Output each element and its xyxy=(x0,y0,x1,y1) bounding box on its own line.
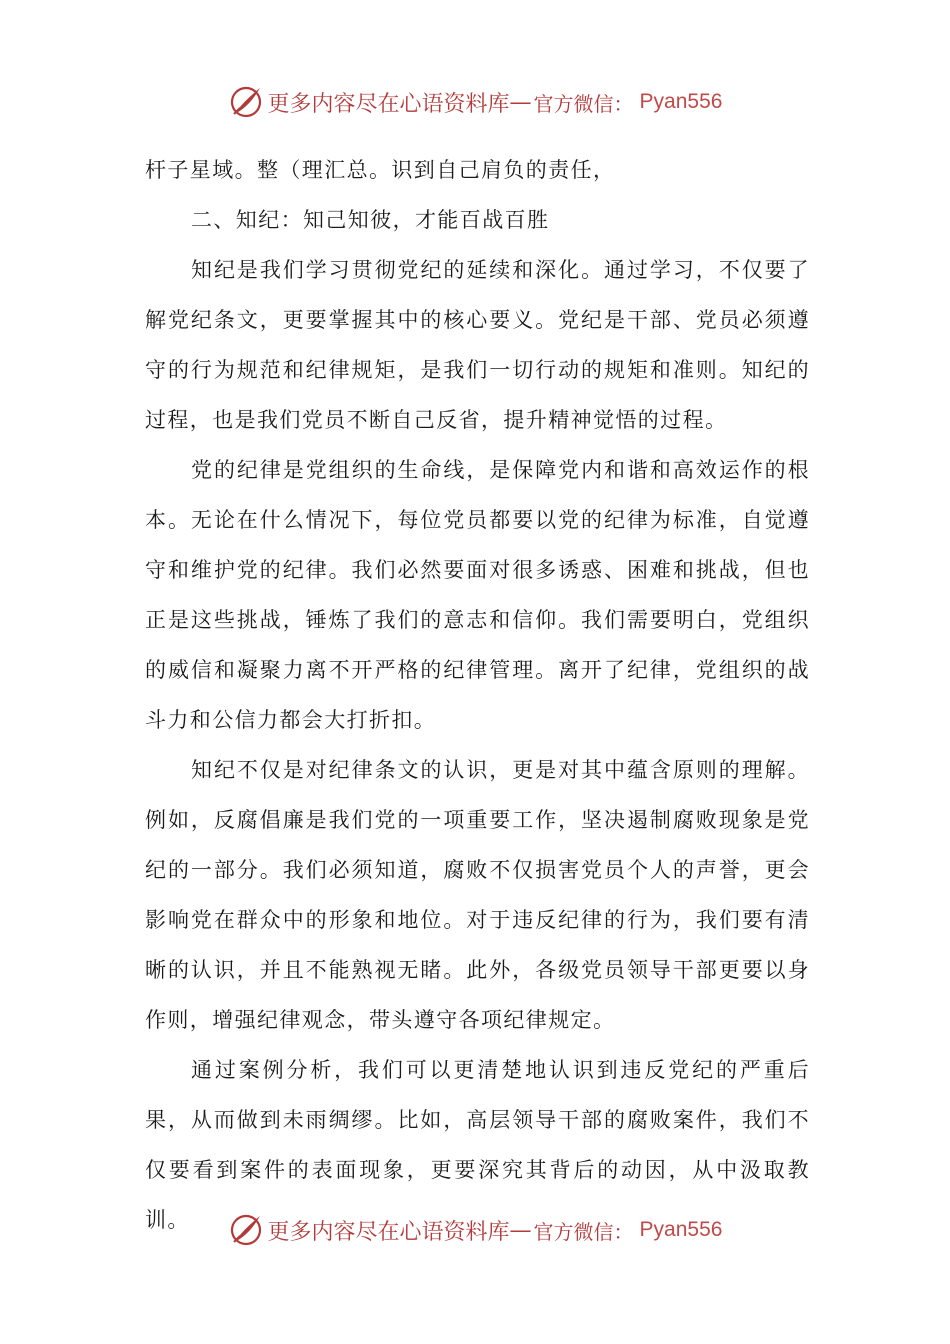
footer-banner xyxy=(0,1208,950,1252)
document-body xyxy=(145,145,810,1245)
separator: — xyxy=(509,1217,532,1243)
quill-logo-icon xyxy=(228,1212,264,1248)
quill-logo-icon xyxy=(228,84,264,120)
paragraph: 知纪不仅是对纪律条文的认识，更是对其中蕴含原则的理解。例如，反腐倡廉是我们党的一项重要工作，坚决遏制腐败现象是党纪的一部分。我们必须知道，腐败不仅损害党员个人的声誉，更会影响党在群众中的形象和地位。对于违反纪律的行为，我们要有清晰的认识，并且不能熟视无睹。此外，各级党员领导干部更要以身作则，增强纪律观念，带头遵守各项纪律规定。 xyxy=(145,758,810,1032)
paragraph: 知纪是我们学习贯彻党纪的延续和深化。通过学习，不仅要了解党纪条文，更要掌握其中的核心要义。党纪是干部、党员必须遵守的行为规范和纪律规矩，是我们一切行动的规矩和准则。知纪的过程，也是我们党员不断自己反省，提升精神觉悟的过程。 xyxy=(145,258,810,432)
paragraph: 通过案例分析，我们可以更清楚地认识到违反党纪的严重后果，从而做到未雨绸缪。比如，高层领导干部的腐败案件，我们不仅要看到案件的表面现象，更要深究其背后的动因，从中汲取教训。 xyxy=(145,1058,810,1232)
wechat-id: Pyan556 xyxy=(639,1218,723,1241)
official-label: 官方微信： xyxy=(533,91,634,116)
paragraph: 党的纪律是党组织的生命线，是保障党内和谐和高效运作的根本。无论在什么情况下，每位党员都要以党的纪律为标准，自觉遵守和维护党的纪律。我们必然要面对很多诱惑、困难和挑战，但也正是这些挑战，锤炼了我们的意志和信仰。我们需要明白，党组织的威信和凝聚力离不开严格的纪律管理。离开了纪律，党组织的战斗力和公信力都会大打折扣。 xyxy=(145,458,810,732)
site-name: 更多内容尽在心语资料库 xyxy=(267,1219,510,1245)
official-label: 官方微信： xyxy=(533,1219,634,1244)
paragraph-continuation: 杆子星域。整（理汇总。识到自己肩负的责任， xyxy=(145,158,616,182)
wechat-id: Pyan556 xyxy=(639,90,723,113)
header-banner xyxy=(0,80,950,124)
separator: — xyxy=(509,89,532,115)
section-heading: 二、知纪：知己知彼，才能百战百胜 xyxy=(191,208,550,232)
site-name: 更多内容尽在心语资料库 xyxy=(267,91,510,117)
